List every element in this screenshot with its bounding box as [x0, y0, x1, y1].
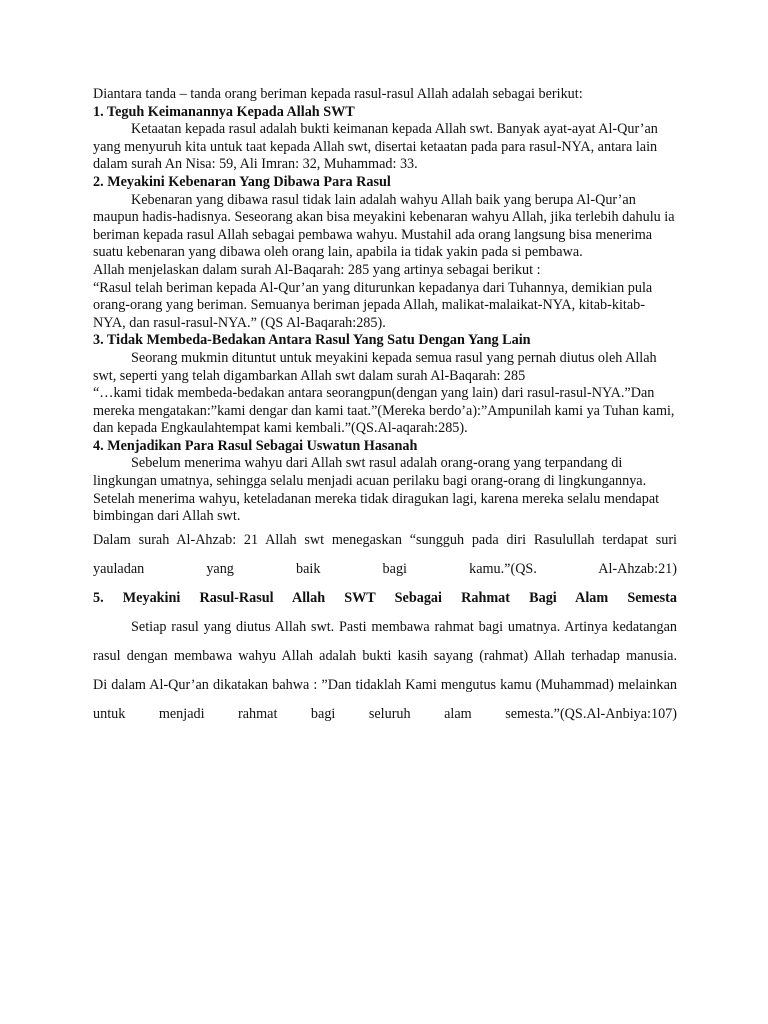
- section-3-body: Seorang mukmin dituntut untuk meyakini kepada semua rasul yang pernah diutus oleh Allah swt, seperti yang telah digambarkan Allah swt dalam surah Al-Baqarah: 285: [93, 349, 657, 384]
- section-4-heading: 4. Menjadikan Para Rasul Sebagai Uswatun Hasanah: [93, 437, 418, 454]
- intro-paragraph: Diantara tanda – tanda orang beriman kepada rasul-rasul Allah adalah sebagai berikut:: [93, 86, 583, 102]
- section-5-quote: Di dalam Al-Qur’an dikatakan bahwa : ”Dan tidaklah Kami mengutus kamu (Muhammad) melainkan untuk menjadi rahmat bagi seluruh alam semesta.”(QS.Al-Anbiya:107): [93, 676, 677, 722]
- section-1-body: Ketaatan kepada rasul adalah bukti keimanan kepada Allah swt. Banyak ayat-ayat Al-Qur’an yang menyuruh kita untuk taat kepada Allah swt, disertai ketaatan pada para rasul-NYA, antara lain dalam surah An Nisa: 59, Ali Imran: 32, Muhammad: 33.: [93, 121, 658, 173]
- section-2-note: Allah menjelaskan dalam surah Al-Baqarah: 285 yang artinya sebagai berikut :: [93, 261, 541, 278]
- section-3-heading: 3. Tidak Membeda-Bedakan Antara Rasul Yang Satu Dengan Yang Lain: [93, 332, 531, 349]
- section-5-body: Setiap rasul yang diutus Allah swt. Pasti membawa rahmat bagi umatnya. Artinya kedatangan rasul dengan membawa wahyu Allah adalah bukti kasih sayang (rahmat) Allah terhadap manusia.: [93, 618, 677, 664]
- section-1-heading: 1. Teguh Keimanannya Kepada Allah SWT: [93, 103, 355, 120]
- section-4-body: Sebelum menerima wahyu dari Allah swt rasul adalah orang-orang yang terpandang di lingkungan umatnya, sehingga selalu menjadi acuan perilaku bagi orang-orang di lingkungannya. Setelah menerima wahyu, keteladanan mereka tidak diragukan lagi, karena mereka selalu mendapat bimbingan dari Allah swt.: [93, 455, 660, 525]
- section-2-heading: 2. Meyakini Kebenaran Yang Dibawa Para Rasul: [93, 173, 391, 190]
- section-2-body: Kebenaran yang dibawa rasul tidak lain adalah wahyu Allah baik yang berupa Al-Qur’an maupun hadis-hadisnya. Seseorang akan bisa meyakini kebenaran wahyu Allah, jika terlebih dahulu ia beriman kepada rasul Allah sebagai pembawa wahyu. Mustahil ada orang langsung bisa menerima suatu kebenaran yang dibawa oleh orang lain, apabila ia tidak yakin pada si pembawa.: [93, 191, 675, 261]
- section-2-quote: “Rasul telah beriman kepada Al-Qur’an yang diturunkan kepadanya dari Tuhannya, demikian pula orang-orang yang beriman. Semuanya beriman jepada Allah, malikat-malaikat-NYA, kitab-kitab-NYA, dan rasul-rasul-NYA.” (QS Al-Baqarah:285).: [93, 279, 653, 331]
- section-5-heading: 5. Meyakini Rasul-Rasul Allah SWT Sebagai Rahmat Bagi Alam Semesta: [93, 589, 677, 606]
- document-body: [93, 86, 677, 729]
- section-3-quote: “…kami tidak membeda-bedakan antara seorangpun(dengan yang lain) dari rasul-rasul-NYA.”Dan mereka mengatakan:”kami dengar dan kami taat.”(Mereka berdo’a):”Ampunilah kami ya Tuhan kami, dan kepada Engkaulahtempat kami kembali.”(QS.Al-aqarah:285).: [93, 385, 675, 437]
- section-4-quote: Dalam surah Al-Ahzab: 21 Allah swt menegaskan “sungguh pada diri Rasulullah terdapat suri yauladan yang baik bagi kamu.”(QS. Al-Ahzab:21): [93, 531, 677, 577]
